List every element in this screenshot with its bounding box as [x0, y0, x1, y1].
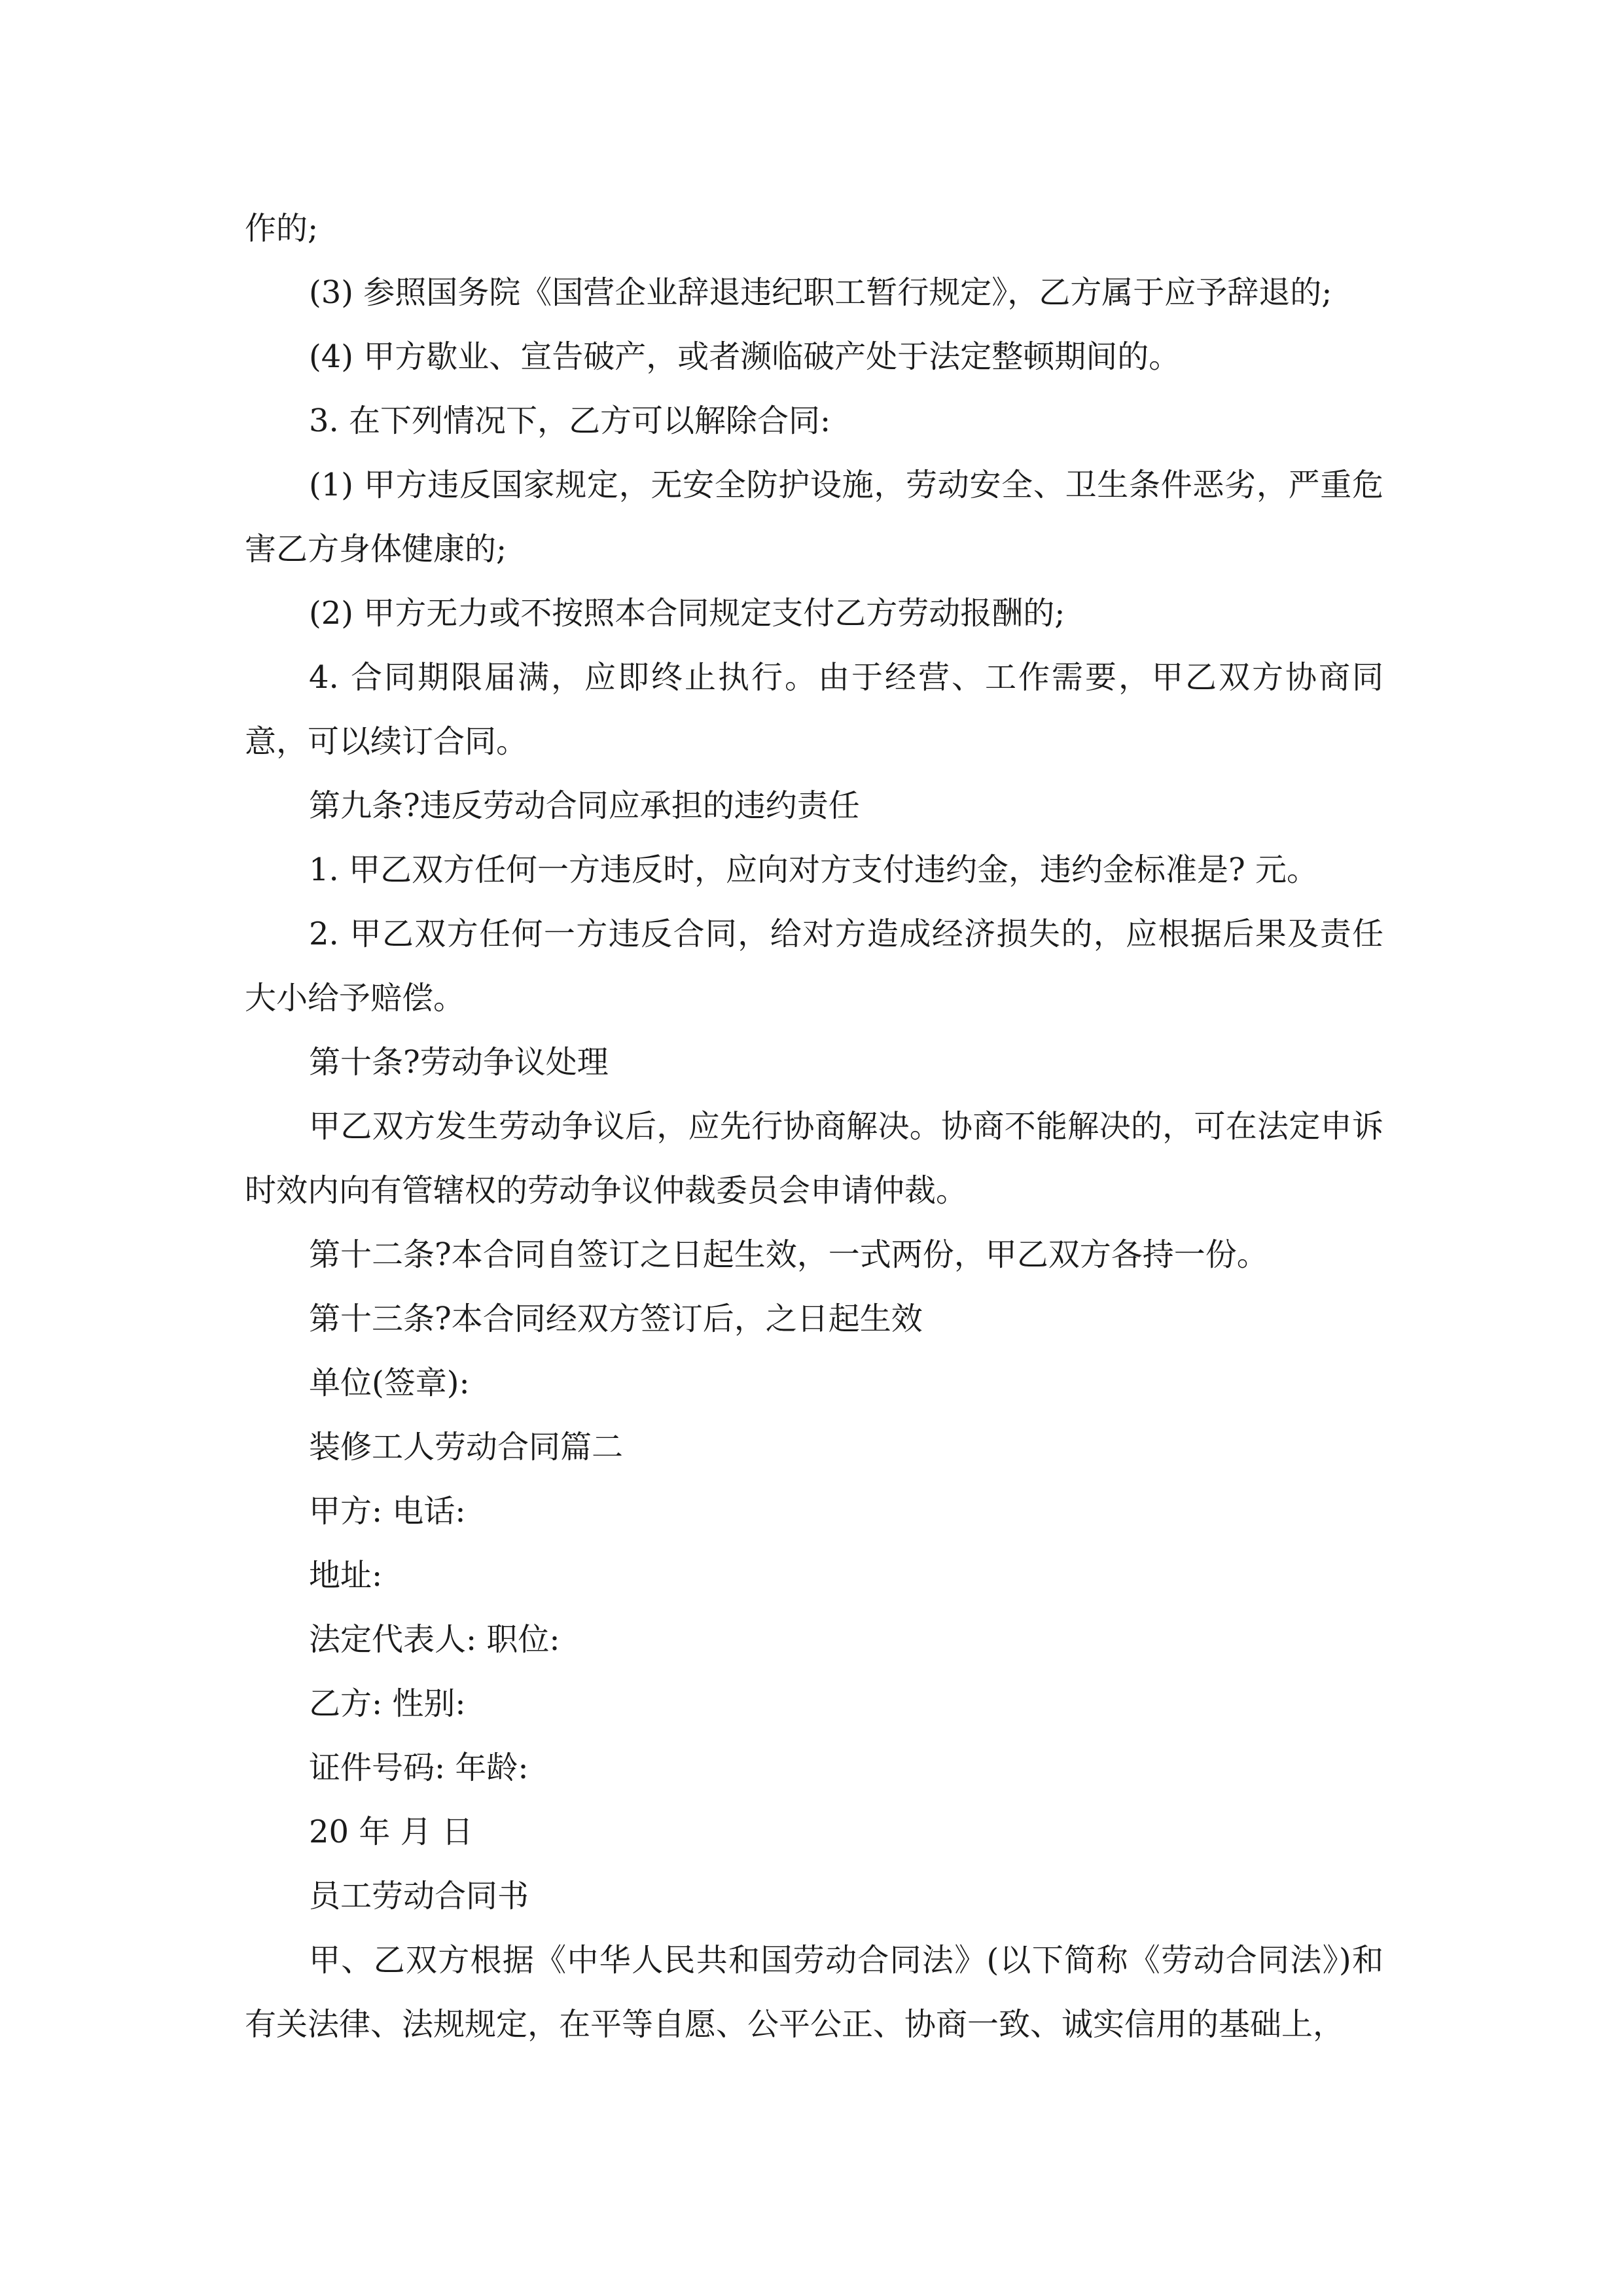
document-body	[245, 196, 1383, 2056]
paragraph: 甲、乙双方根据《中华人民共和国劳动合同法》(以下简称《劳动合同法》)和有关法律、法规规定，在平等自愿、公平公正、协商一致、诚实信用的基础上，	[245, 1942, 1383, 2043]
article-heading: 第九条?违反劳动合同应承担的违约责任	[309, 787, 860, 824]
form-field-line: 甲方: 电话:	[309, 1493, 466, 1530]
paragraph: 3. 在下列情况下，乙方可以解除合同:	[309, 403, 831, 439]
paragraph: (2) 甲方无力或不按照本合同规定支付乙方劳动报酬的;	[309, 595, 1065, 632]
date-line: 20 年 月 日	[309, 1814, 473, 1850]
form-field-line: 乙方: 性别:	[309, 1685, 466, 1722]
section-title: 装修工人劳动合同篇二	[309, 1429, 624, 1465]
paragraph: 2. 甲乙双方任何一方违反合同，给对方造成经济损失的，应根据后果及责任大小给予赔偿。	[245, 916, 1383, 1016]
paragraph: (3) 参照国务院《国营企业辞退违纪职工暂行规定》，乙方属于应予辞退的;	[309, 274, 1332, 311]
article-heading: 第十条?劳动争议处理	[309, 1044, 609, 1081]
article-heading: 第十三条?本合同经双方签订后，之日起生效	[309, 1300, 923, 1337]
form-field-line: 证件号码: 年龄:	[309, 1749, 529, 1786]
paragraph: 4. 合同期限届满，应即终止执行。由于经营、工作需要，甲乙双方协商同意，可以续订合同。	[245, 659, 1383, 760]
article-heading: 第十二条?本合同自签订之日起生效，一式两份，甲乙双方各持一份。	[309, 1236, 1268, 1273]
paragraph: 1. 甲乙双方任何一方违反时，应向对方支付违约金，违约金标准是? 元。	[309, 852, 1319, 888]
signature-line: 单位(签章):	[309, 1365, 470, 1401]
paragraph: 作的;	[245, 210, 319, 247]
paragraph: 甲乙双方发生劳动争议后，应先行协商解决。协商不能解决的，可在法定申诉时效内向有管辖权的劳动争议仲裁委员会申请仲裁。	[245, 1108, 1383, 1209]
paragraph: (1) 甲方违反国家规定，无安全防护设施，劳动安全、卫生条件恶劣，严重危害乙方身体健康的;	[245, 467, 1383, 567]
paragraph: (4) 甲方歇业、宣告破产，或者濒临破产处于法定整顿期间的。	[309, 338, 1181, 375]
section-title: 员工劳动合同书	[309, 1878, 529, 1914]
form-field-line: 地址:	[309, 1557, 383, 1594]
form-field-line: 法定代表人: 职位:	[309, 1621, 560, 1658]
